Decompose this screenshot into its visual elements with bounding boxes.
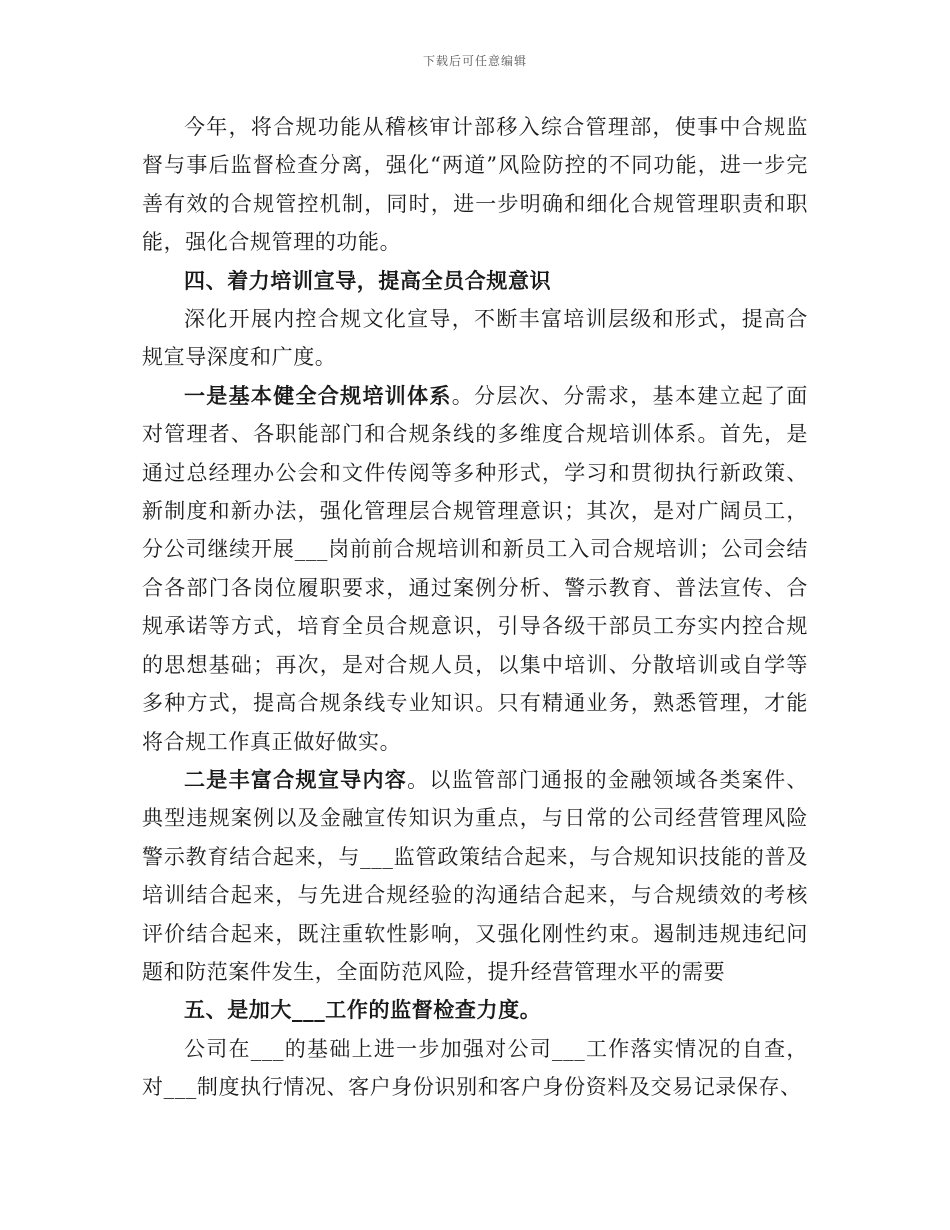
section-heading-supervision: 五、是加大___工作的监督检查力度。	[184, 997, 542, 1023]
text-training-system: 。分层次、分需求，基本建立起了面对管理者、各职能部门和合规条线的多维度合规培训体系。首先，是通过总经理办公会和文件传阅等多种形式，学习和贯彻执行新政策、新制度和新办法，强化管理层合规管理意识；其次，是对广阔员工，分公司继续开展___岗前前合规培训和新员工入司合规培训；公司会结合各部门各岗位履职要求，通过案例分析、警示教育、普法宣传、合规承诺等方式，培育全员合规意识，引导各级干部员工夯实内控合规的思想基础；再次，是对合规人员，以集中培训、分散培训或自学等多种方式，提高合规条线专业知识。只有精通业务，熟悉管理，才能将合规工作真正做好做实。	[142, 383, 808, 754]
lead-publicity-content: 二是丰富合规宣导内容	[184, 766, 408, 792]
paragraph-training-intro: 深化开展内控合规文化宣导，不断丰富培训层级和形式，提高合规宣导深度和广度。	[142, 307, 808, 370]
document-body	[142, 108, 808, 1107]
paragraph-training-system	[142, 377, 808, 761]
paragraph-supervision: 公司在___的基础上进一步加强对公司___工作落实情况的自查，对___制度执行情况、客户身份识别和客户身份资料及交易记录保存、	[142, 1036, 808, 1100]
lead-training-system: 一是基本健全合规培训体系	[184, 382, 452, 408]
paragraph-compliance-function: 今年，将合规功能从稽核审计部移入综合管理部，使事中合规监督与事后监督检查分离，强化“两道”风险防控的不同功能，进一步完善有效的合规管控机制，同时，进一步明确和细化合规管理职责和职能，强化合规管理的功能。	[142, 115, 808, 255]
paragraph-publicity-content	[142, 761, 808, 991]
text-publicity-content: 。以监管部门通报的金融领域各类案件、典型违规案例以及金融宣传知识为重点，与日常的公司经营管理风险警示教育结合起来，与___监管政策结合起来，与合规知识技能的普及培训结合起来，与先进合规经验的沟通结合起来，与合规绩效的考核评价结合起来，既注重软性影响，又强化刚性约束。遏制违规违纪问题和防范案件发生，全面防范风险，提升经营管理水平的需要	[142, 767, 808, 984]
section-heading-training: 四、着力培训宣导，提高全员合规意识	[184, 267, 552, 293]
page-header: 下载后可任意编辑	[422, 54, 527, 68]
